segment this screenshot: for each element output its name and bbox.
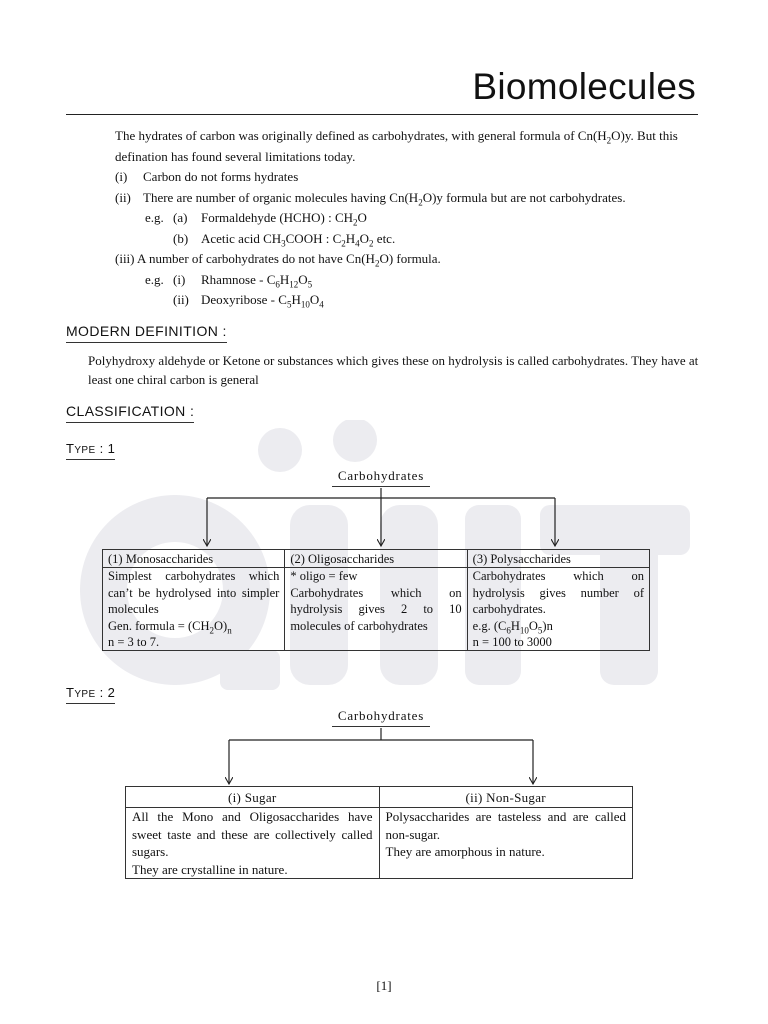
oligosaccharides-cell: * oligo = few Carbohydrates which on hydrolysis gives 2 to 10 molecules of carbohydrates — [285, 568, 467, 651]
limitation-item-3: (iii) A number of carbohydrates do not have $Cn(H_2O)$ formula. — [115, 251, 441, 269]
intro-line-1: The hydrates of carbon was originally defined as carbohydrates, with general formula of $Cn(H_2O)y$. But this — [115, 128, 678, 146]
type-2-connector — [229, 728, 533, 784]
page-title: Biomolecules — [472, 66, 696, 107]
example-deoxyribose: (ii) Deoxyribose - $C_5H_{10}O_4$ — [173, 292, 324, 310]
limitation-item-2: (ii) There are number of organic molecules having $Cn(H_2O)y$ formula but are not carbohydrates. — [115, 189, 626, 208]
sugar-cell: All the Mono and Oligosaccharides have sweet taste and these are collectively called sugars. They are crystalline in nature. — [126, 808, 380, 879]
modern-definition-text: Polyhydroxy aldehyde or Ketone or substances which gives these on hydrolysis is called carbohydrates. They have at least one chiral carbon is general — [88, 353, 699, 387]
sugar-header: (i) Sugar — [126, 787, 380, 808]
example-rhamnose: e.g. (i) Rhamnose - $C_6H_{12}O_5$ — [145, 271, 313, 290]
monosaccharides-header: (1) Monosaccharides — [103, 550, 285, 568]
intro-line-2: defination has found several limitations today. — [115, 148, 356, 164]
type-1-connector — [207, 488, 555, 546]
page-number: [1] — [376, 978, 392, 993]
oligosaccharides-header: (2) Oligosaccharides — [285, 550, 467, 568]
type-1-root-label: Carbohydrates — [332, 468, 430, 487]
monosaccharides-cell: Simplest carbohydrates which can’t be hydrolysed into simpler molecules Gen. formula = $(CH_2O)_n$ n = 3 to 7. — [103, 568, 285, 651]
type-1-heading: TYPE : 1 — [66, 440, 115, 460]
modern-definition-heading: MODERN DEFINITION : — [66, 323, 227, 343]
limitation-item-1: (i) Carbon do not forms hydrates — [115, 169, 299, 184]
type-2-heading: TYPE : 2 — [66, 684, 115, 704]
example-a: e.g. (a) Formaldehyde (HCHO) : $CH_2O$ — [145, 210, 367, 228]
type-2-table — [125, 786, 633, 879]
type-1-table — [102, 549, 650, 651]
polysaccharides-header: (3) Polysaccharides — [467, 550, 649, 568]
polysaccharides-cell: Carbohydrates which on hydrolysis gives number of carbohydrates. e.g. $(C_6H_{10}O_5)n$ n = 100 to 3000 — [467, 568, 649, 651]
example-b: (b) Acetic acid $CH_3COOH$ : $C_2H_4O_2$ etc. — [173, 230, 396, 249]
type-2-root-label: Carbohydrates — [332, 708, 430, 727]
non-sugar-header: (ii) Non-Sugar — [379, 787, 633, 808]
non-sugar-cell: Polysaccharides are tasteless and are called non-sugar. They are amorphous in nature. — [379, 808, 633, 879]
classification-heading: CLASSIFICATION : — [66, 403, 194, 423]
